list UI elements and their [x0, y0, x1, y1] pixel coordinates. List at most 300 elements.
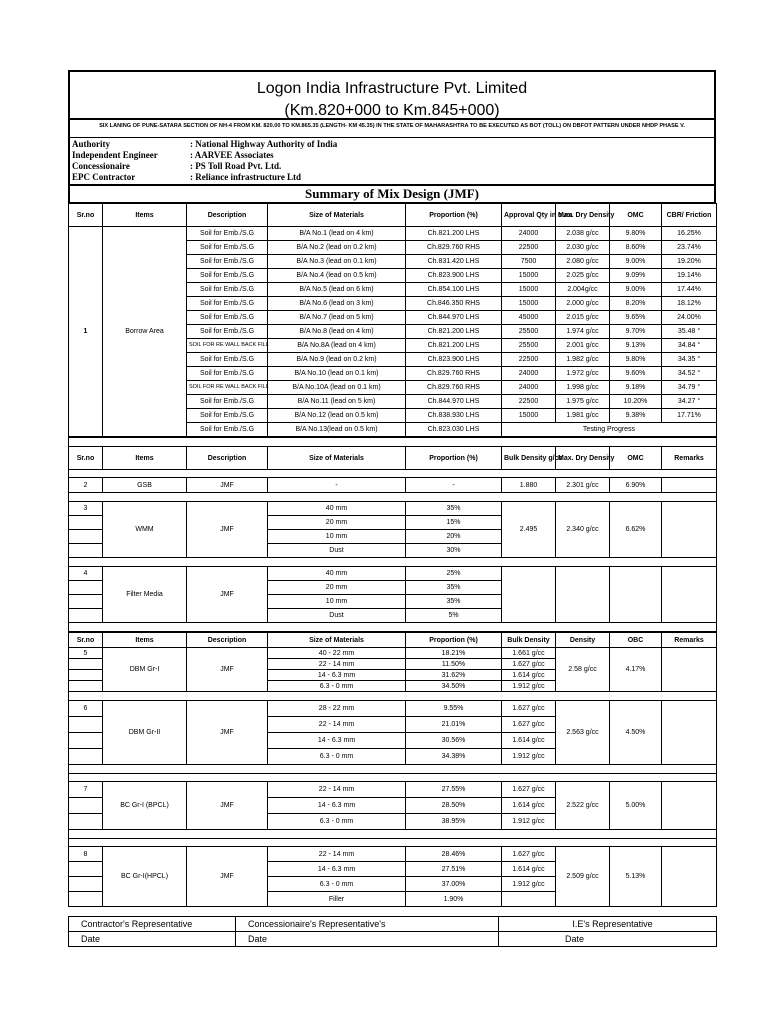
- bc1-obc: 5.00%: [610, 782, 662, 830]
- dbm1-remarks: [662, 648, 717, 692]
- bc1-srno-blank: [69, 814, 103, 830]
- borrow-cell: 16.25%: [662, 227, 717, 241]
- dbm1-srno-blank: [69, 681, 103, 692]
- info-row: [72, 150, 712, 161]
- spacer-cell: [69, 839, 717, 847]
- bc2-prop: 1.90%: [406, 892, 502, 907]
- filter-prop: 25%: [406, 567, 502, 581]
- borrow-cell: 25500: [502, 339, 556, 353]
- bc2-density: 2.509 g/cc: [556, 847, 610, 907]
- dbm2-bulk: 1.912 g/cc: [502, 749, 556, 765]
- borrow-cell: 8.60%: [610, 241, 662, 255]
- dbm2-bulk: 1.627 g/cc: [502, 701, 556, 717]
- borrow-cell: B/A No.3 (lead on 0.1 km): [268, 255, 406, 269]
- dbm2-srno-blank: [69, 717, 103, 733]
- borrow-cell: Ch.854.100 LHS: [406, 283, 502, 297]
- filter-srno: 4: [69, 567, 103, 581]
- bc2-srno-blank: [69, 877, 103, 892]
- borrow-cell: Ch.823.030 LHS: [406, 423, 502, 437]
- borrow-cell: 1.998 g/cc: [556, 381, 610, 395]
- column-header: Items: [103, 633, 187, 648]
- borrow-cell: Ch.823.900 LHS: [406, 353, 502, 367]
- dbm2-prop: 30.56%: [406, 733, 502, 749]
- borrow-cell: 2.025 g/cc: [556, 269, 610, 283]
- bituminous-header-row: [69, 633, 717, 648]
- bc1-bulk: 1.912 g/cc: [502, 814, 556, 830]
- borrow-cell: 24000: [502, 367, 556, 381]
- bc2-bulk: 1.627 g/cc: [502, 847, 556, 862]
- dbm1-size: 6.3 - 0 mm: [268, 681, 406, 692]
- borrow-cell: SOIL FOR RE WALL BACK FILL: [187, 381, 268, 395]
- bc1-srno: 7: [69, 782, 103, 798]
- borrow-cell: Soil for Emb./S.G: [187, 297, 268, 311]
- gsb-size: -: [268, 478, 406, 493]
- filter-mdd: [556, 567, 610, 623]
- dbm2-srno-blank: [69, 733, 103, 749]
- bc2-bulk: [502, 892, 556, 907]
- dbm1-bulk: 1.614 g/cc: [502, 670, 556, 681]
- dbm2-row: [69, 701, 717, 717]
- borrow-cell: 9.70%: [610, 325, 662, 339]
- dbm2-prop: 21.01%: [406, 717, 502, 733]
- filter-prop: 35%: [406, 581, 502, 595]
- borrow-cell: Soil for Emb./S.G: [187, 409, 268, 423]
- dbm2-srno-blank: [69, 749, 103, 765]
- borrow-cell: Ch.829.760 RHS: [406, 381, 502, 395]
- borrow-cell: Soil for Emb./S.G: [187, 269, 268, 283]
- dbm1-size: 14 - 6.3 mm: [268, 670, 406, 681]
- spacer-cell: [69, 830, 717, 839]
- column-header: Density: [556, 633, 610, 648]
- dbm2-desc: JMF: [187, 701, 268, 765]
- borrow-cell: B/A No.8 (lead on 4 km): [268, 325, 406, 339]
- borrow-cell: Soil for Emb./S.G: [187, 255, 268, 269]
- borrow-cell: 35.48 °: [662, 325, 717, 339]
- borrow-cell: 34.52 °: [662, 367, 717, 381]
- borrow-cell: Ch.821.200 LHS: [406, 339, 502, 353]
- borrow-cell: B/A No.11 (lead on 5 km): [268, 395, 406, 409]
- borrow-cell: 22500: [502, 353, 556, 367]
- borrow-cell: 9.00%: [610, 283, 662, 297]
- wmm-size: 20 mm: [268, 516, 406, 530]
- borrow-cell: Ch.821.200 LHS: [406, 227, 502, 241]
- wmm-srno: 3: [69, 502, 103, 516]
- bc1-item: BC Gr-I (BPCL): [103, 782, 187, 830]
- column-header: Bulk Density: [502, 633, 556, 648]
- borrow-cell: 18.12%: [662, 297, 717, 311]
- granular-header-row: [69, 447, 717, 470]
- spacer-cell: [69, 765, 717, 774]
- spacer-row: [69, 470, 717, 478]
- bc1-prop: 27.55%: [406, 782, 502, 798]
- bc1-desc: JMF: [187, 782, 268, 830]
- wmm-srno-blank: [69, 530, 103, 544]
- spacer-cell: [69, 692, 717, 701]
- dbm1-size: 22 - 14 mm: [268, 659, 406, 670]
- filter-prop: 35%: [406, 595, 502, 609]
- bc1-srno-blank: [69, 798, 103, 814]
- dbm1-density: 2.58 g/cc: [556, 648, 610, 692]
- gsb-bulk: 1.880: [502, 478, 556, 493]
- borrow-cell: B/A No.5 (lead on 6 km): [268, 283, 406, 297]
- wmm-bulk: 2.495: [502, 502, 556, 558]
- borrow-cell: 2.015 g/cc: [556, 311, 610, 325]
- dbm1-bulk: 1.912 g/cc: [502, 681, 556, 692]
- borrow-cell: Ch.846.350 RHS: [406, 297, 502, 311]
- dbm2-item: DBM Gr-II: [103, 701, 187, 765]
- spacer-row: [69, 765, 717, 774]
- spacer-cell: [69, 493, 717, 502]
- borrow-cell: 2.030 g/cc: [556, 241, 610, 255]
- bc2-size: 6.3 - 0 mm: [268, 877, 406, 892]
- column-header: CBR/ Friction: [662, 204, 717, 227]
- borrow-srno: 1: [69, 227, 103, 437]
- dbm1-prop: 34.50%: [406, 681, 502, 692]
- wmm-item: WMM: [103, 502, 187, 558]
- borrow-cell: B/A No.9 (lead on 0.2 km): [268, 353, 406, 367]
- spacer-row: [69, 493, 717, 502]
- borrow-cell: 24000: [502, 227, 556, 241]
- dbm1-bulk: 1.661 g/cc: [502, 648, 556, 659]
- header-box: [68, 70, 716, 120]
- bc2-bulk: 1.912 g/cc: [502, 877, 556, 892]
- wmm-prop: 15%: [406, 516, 502, 530]
- borrow-cell: Soil for Emb./S.G: [187, 241, 268, 255]
- dbm2-prop: 34.38%: [406, 749, 502, 765]
- wmm-srno-blank: [69, 544, 103, 558]
- column-header: Bulk Density g/cc: [502, 447, 556, 470]
- gsb-item: GSB: [103, 478, 187, 493]
- column-header: OMC: [610, 447, 662, 470]
- column-header: Remarks: [662, 447, 717, 470]
- borrow-cell: B/A No.13(lead on 0.5 km): [268, 423, 406, 437]
- dbm2-density: 2.563 g/cc: [556, 701, 610, 765]
- borrow-cell: 15000: [502, 283, 556, 297]
- info-key: Independent Engineer: [72, 150, 158, 160]
- gsb-mdd: 2.301 g/cc: [556, 478, 610, 493]
- bc1-bulk: 1.627 g/cc: [502, 782, 556, 798]
- granular-table: [68, 437, 717, 632]
- filter-item: Filter Media: [103, 567, 187, 623]
- column-header: OMC: [610, 204, 662, 227]
- mix-design-sheet: [68, 70, 716, 907]
- wmm-prop: 20%: [406, 530, 502, 544]
- column-header: Proportion (%): [406, 633, 502, 648]
- bc2-obc: 5.13%: [610, 847, 662, 907]
- filter-bulk: [502, 567, 556, 623]
- bc1-row: [69, 782, 717, 798]
- dbm1-srno: 5: [69, 648, 103, 659]
- spacer-row: [69, 623, 717, 632]
- dbm2-size: 6.3 - 0 mm: [268, 749, 406, 765]
- borrow-cell: 25500: [502, 325, 556, 339]
- borrow-cell: Soil for Emb./S.G: [187, 423, 268, 437]
- spacer-row: [69, 839, 717, 847]
- borrow-cell: Ch.844.970 LHS: [406, 395, 502, 409]
- borrow-cell: B/A No.12 (lead on 0.5 km): [268, 409, 406, 423]
- contractor-date: Date: [69, 932, 236, 947]
- borrow-cell: 9.80%: [610, 227, 662, 241]
- info-row: [72, 172, 712, 183]
- dbm2-size: 22 - 14 mm: [268, 717, 406, 733]
- column-header: Sr.no: [69, 204, 103, 227]
- borrow-cell: B/A No.2 (lead on 0.2 km): [268, 241, 406, 255]
- borrow-cell: B/A No.1 (lead on 4 km): [268, 227, 406, 241]
- dbm1-item: DBM Gr-I: [103, 648, 187, 692]
- info-row: [72, 139, 712, 150]
- dbm1-desc: JMF: [187, 648, 268, 692]
- spacer-row: [69, 774, 717, 782]
- wmm-mdd: 2.340 g/cc: [556, 502, 610, 558]
- gsb-omc: 6.90%: [610, 478, 662, 493]
- bc2-prop: 27.51%: [406, 862, 502, 877]
- wmm-omc: 6.62%: [610, 502, 662, 558]
- borrow-cell: Ch.829.760 RHS: [406, 367, 502, 381]
- bc1-prop: 28.50%: [406, 798, 502, 814]
- column-header: Description: [187, 633, 268, 648]
- bc2-srno-blank: [69, 892, 103, 907]
- borrow-cell: 9.80%: [610, 353, 662, 367]
- borrow-cell: Soil for Emb./S.G: [187, 353, 268, 367]
- borrow-cell: 34.79 °: [662, 381, 717, 395]
- borrow-cell: Soil for Emb./S.G: [187, 311, 268, 325]
- borrow-cell: 1.975 g/cc: [556, 395, 610, 409]
- borrow-cell: 15000: [502, 297, 556, 311]
- dbm2-size: 28 - 22 mm: [268, 701, 406, 717]
- borrow-header-row: [69, 204, 717, 227]
- borrow-cell: B/A No.4 (lead on 0.5 km): [268, 269, 406, 283]
- column-header: Max. Dry Density: [556, 447, 610, 470]
- borrow-cell: 9.09%: [610, 269, 662, 283]
- borrow-cell: 34.35 °: [662, 353, 717, 367]
- company-title: Logon India Infrastructure Pvt. Limited: [256, 80, 528, 97]
- dbm2-srno: 6: [69, 701, 103, 717]
- borrow-row: [69, 227, 717, 241]
- spacer-row: [69, 558, 717, 567]
- info-key: Authority: [72, 139, 110, 149]
- borrow-cell: 1.981 g/cc: [556, 409, 610, 423]
- borrow-cell: 2.001 g/cc: [556, 339, 610, 353]
- dbm2-size: 14 - 6.3 mm: [268, 733, 406, 749]
- column-header: Max. Dry Density: [556, 204, 610, 227]
- borrow-cell: Ch.821.200 LHS: [406, 325, 502, 339]
- bc2-size: 22 - 14 mm: [268, 847, 406, 862]
- filter-omc: [610, 567, 662, 623]
- info-key: Concessionaire: [72, 161, 130, 171]
- dbm1-prop: 31.62%: [406, 670, 502, 681]
- borrow-cell: 19.20%: [662, 255, 717, 269]
- bc2-prop: 37.00%: [406, 877, 502, 892]
- ie-rep-label: I.E's Representative: [499, 917, 717, 932]
- column-header: Proportion (%): [406, 204, 502, 227]
- wmm-srno-blank: [69, 516, 103, 530]
- borrow-cell: 15000: [502, 409, 556, 423]
- project-info: [68, 138, 716, 185]
- gsb-desc: JMF: [187, 478, 268, 493]
- dbm1-bulk: 1.627 g/cc: [502, 659, 556, 670]
- borrow-cell: 15000: [502, 269, 556, 283]
- column-header: Proportion (%): [406, 447, 502, 470]
- project-scope: SIX LANING OF PUNE-SATARA SECTION OF NH-4 FROM KM. 820.00 TO KM.865.35 (LENGTH- KM 45.35) IN THE STATE OF MAHARASHTRA TO BE EXECUTED AS BOT (TOLL) ON DBFOT PATTERN UNDER NHDP PHASE V.: [68, 120, 716, 138]
- bc2-item: BC Gr-I(HPCL): [103, 847, 187, 907]
- gsb-prop: -: [406, 478, 502, 493]
- dbm2-bulk: 1.627 g/cc: [502, 717, 556, 733]
- borrow-cell: 9.18%: [610, 381, 662, 395]
- dbm2-prop: 9.55%: [406, 701, 502, 717]
- borrow-cell: B/A No.7 (lead on 5 km): [268, 311, 406, 325]
- borrow-cell: 22500: [502, 241, 556, 255]
- column-header: Description: [187, 447, 268, 470]
- borrow-cell: 24000: [502, 381, 556, 395]
- testing-progress: Testing Progress: [502, 423, 717, 437]
- bc1-size: 6.3 - 0 mm: [268, 814, 406, 830]
- filter-size: 20 mm: [268, 581, 406, 595]
- spacer-cell: [69, 774, 717, 782]
- info-value: : PS Toll Road Pvt. Ltd.: [190, 161, 282, 171]
- column-header: OBC: [610, 633, 662, 648]
- contractor-rep-label: Contractor's Representative: [69, 917, 236, 932]
- borrow-cell: B/A No.6 (lead on 3 km): [268, 297, 406, 311]
- filter-size: Dust: [268, 609, 406, 623]
- borrow-cell: Soil for Emb./S.G: [187, 283, 268, 297]
- dbm1-row: [69, 648, 717, 659]
- column-header: Approval Qty in cum: [502, 204, 556, 227]
- borrow-cell: 17.44%: [662, 283, 717, 297]
- borrow-cell: B/A No.10 (lead on 0.1 km): [268, 367, 406, 381]
- borrow-cell: 9.60%: [610, 367, 662, 381]
- filter-srno-blank: [69, 609, 103, 623]
- bc2-row: [69, 847, 717, 862]
- concessionaire-date: Date: [236, 932, 499, 947]
- gsb-row: [69, 478, 717, 493]
- column-header: Size of Materials: [268, 633, 406, 648]
- dbm1-prop: 18.21%: [406, 648, 502, 659]
- bc1-size: 14 - 6.3 mm: [268, 798, 406, 814]
- column-header: Sr.no: [69, 633, 103, 648]
- filter-prop: 5%: [406, 609, 502, 623]
- spacer-row: [69, 830, 717, 839]
- dbm2-obc: 4.50%: [610, 701, 662, 765]
- bc1-size: 22 - 14 mm: [268, 782, 406, 798]
- spacer-row: [69, 438, 717, 447]
- concessionaire-rep-label: Concessionaire's Representative's: [236, 917, 499, 932]
- filter-remarks: [662, 567, 717, 623]
- filter-desc: JMF: [187, 567, 268, 623]
- borrow-cell: 2.038 g/cc: [556, 227, 610, 241]
- borrow-cell: 9.65%: [610, 311, 662, 325]
- summary-title: Summary of Mix Design (JMF): [68, 185, 716, 203]
- spacer-row: [69, 692, 717, 701]
- borrow-cell: Ch.831.420 LHS: [406, 255, 502, 269]
- bc1-prop: 38.95%: [406, 814, 502, 830]
- bc2-size: Filler: [268, 892, 406, 907]
- borrow-cell: 17.71%: [662, 409, 717, 423]
- gsb-remarks: [662, 478, 717, 493]
- bc2-bulk: 1.614 g/cc: [502, 862, 556, 877]
- borrow-cell: 1.974 g/cc: [556, 325, 610, 339]
- borrow-cell: 45000: [502, 311, 556, 325]
- borrow-cell: B/A No.8A (lead on 4 km): [268, 339, 406, 353]
- gsb-srno: 2: [69, 478, 103, 493]
- borrow-cell: 2.004g/cc: [556, 283, 610, 297]
- spacer-cell: [69, 558, 717, 567]
- borrow-cell: 2.000 g/cc: [556, 297, 610, 311]
- column-header: Items: [103, 447, 187, 470]
- ie-date: Date: [499, 932, 717, 947]
- borrow-cell: 9.13%: [610, 339, 662, 353]
- borrow-cell: 23.74%: [662, 241, 717, 255]
- borrow-cell: Soil for Emb./S.G: [187, 325, 268, 339]
- column-header: Size of Materials: [268, 204, 406, 227]
- filter-srno-blank: [69, 595, 103, 609]
- wmm-prop: 35%: [406, 502, 502, 516]
- borrow-item: Borrow Area: [103, 227, 187, 437]
- borrow-cell: Ch.838.930 LHS: [406, 409, 502, 423]
- borrow-cell: 1.972 g/cc: [556, 367, 610, 381]
- column-header: Sr.no: [69, 447, 103, 470]
- borrow-cell: 24.00%: [662, 311, 717, 325]
- wmm-size: Dust: [268, 544, 406, 558]
- dbm1-size: 40 - 22 mm: [268, 648, 406, 659]
- bc2-srno: 8: [69, 847, 103, 862]
- spacer-cell: [69, 438, 717, 447]
- wmm-desc: JMF: [187, 502, 268, 558]
- dbm1-srno-blank: [69, 659, 103, 670]
- column-header: Description: [187, 204, 268, 227]
- filter-srno-blank: [69, 581, 103, 595]
- wmm-prop: 30%: [406, 544, 502, 558]
- info-value: : Reliance infrastructure Ltd: [190, 172, 302, 182]
- spacer-cell: [69, 470, 717, 478]
- borrow-cell: Soil for Emb./S.G: [187, 395, 268, 409]
- info-row: [72, 161, 712, 172]
- bc1-bulk: 1.614 g/cc: [502, 798, 556, 814]
- wmm-size: 40 mm: [268, 502, 406, 516]
- borrow-cell: B/A No.10A (lead on 0.1 km): [268, 381, 406, 395]
- bc2-size: 14 - 6.3 mm: [268, 862, 406, 877]
- borrow-cell: 19.14%: [662, 269, 717, 283]
- borrow-cell: 34.84 °: [662, 339, 717, 353]
- signature-table: [68, 916, 717, 947]
- borrow-cell: 2.080 g/cc: [556, 255, 610, 269]
- filter-size: 10 mm: [268, 595, 406, 609]
- borrow-cell: 7500: [502, 255, 556, 269]
- chainage-title: (Km.820+000 to Km.845+000): [284, 102, 500, 119]
- borrow-area-table: [68, 203, 717, 437]
- filter-size: 40 mm: [268, 567, 406, 581]
- wmm-size: 10 mm: [268, 530, 406, 544]
- bc2-srno-blank: [69, 862, 103, 877]
- dbm1-srno-blank: [69, 670, 103, 681]
- info-value: : AARVEE Associates: [190, 150, 274, 160]
- borrow-cell: Ch.823.900 LHS: [406, 269, 502, 283]
- spacer-cell: [69, 623, 717, 632]
- borrow-cell: Soil for Emb./S.G: [187, 367, 268, 381]
- dbm2-remarks: [662, 701, 717, 765]
- dbm1-obc: 4.17%: [610, 648, 662, 692]
- borrow-cell: SOIL FOR RE WALL BACK FILL: [187, 339, 268, 353]
- borrow-cell: Ch.829.760 RHS: [406, 241, 502, 255]
- borrow-cell: Soil for Emb./S.G: [187, 227, 268, 241]
- bc1-remarks: [662, 782, 717, 830]
- wmm-row: [69, 502, 717, 516]
- borrow-cell: 8.20%: [610, 297, 662, 311]
- borrow-cell: 22500: [502, 395, 556, 409]
- borrow-cell: 9.38%: [610, 409, 662, 423]
- bc2-remarks: [662, 847, 717, 907]
- bituminous-table: [68, 632, 717, 907]
- info-value: : National Highway Authority of India: [190, 139, 338, 149]
